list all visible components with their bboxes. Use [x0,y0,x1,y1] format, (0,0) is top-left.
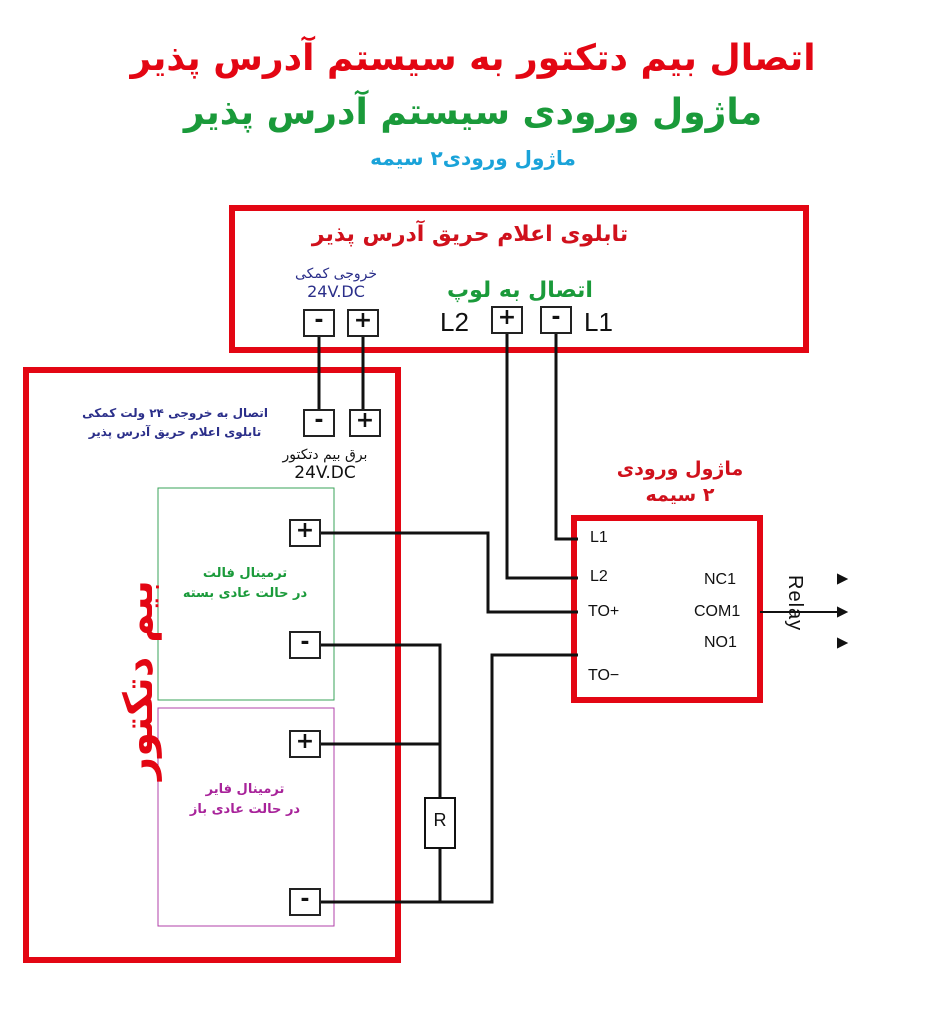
aux-output-label [266,266,406,300]
fire-plus-terminal: + [295,729,315,754]
sub-title-2: ماژول ورودی۲ سیمه [370,146,576,170]
fault-label-line1: ترمینال فالت [202,566,288,581]
fire-minus-terminal: - [300,887,310,912]
power-plus-terminal: + [355,408,375,433]
main-title: اتصال بیم دتکتور به سیستم آدرس پذیر [130,38,816,79]
fire-label-line2: در حالت عادی باز [189,802,301,817]
detector-connection-note [60,404,290,442]
detector-connection-line1: اتصال به خروجی ۲۴ ولت کمکی [82,406,268,420]
loop-plus-terminal: + [497,305,517,330]
module-L2-label: L2 [590,568,608,585]
panel-title: تابلوی اعلام حریق آدرس پذیر [311,222,629,247]
resistor-label: R [433,810,447,830]
loop-minus-terminal: - [551,305,561,330]
module-NC1-label: NC1 [704,571,737,588]
aux-minus-terminal: - [314,308,324,333]
fault-label-line2: در حالت عادی بسته [182,586,308,601]
fire-label-line1: ترمینال فایر [205,782,285,797]
fault-terminal-label [160,564,330,604]
module-title-line1: ماژول ورودی [616,458,744,480]
module-TO-minus-label: TO− [588,667,620,684]
fire-terminal-label [160,780,330,820]
panel-L1-label: L1 [584,307,613,337]
input-module-title [560,456,800,508]
beam-detector-label: بیم دتکتور [116,580,162,780]
module-COM1-label: COM1 [694,603,741,620]
detector-connection-line2: تابلوی اعلام حریق آدرس پذیر [88,425,262,439]
detector-power-voltage: 24V.DC [294,463,356,483]
relay-label: Relay [784,575,806,632]
loop-connection-label: اتصال به لوپ [447,278,593,303]
module-L1-label: L1 [590,529,608,546]
fault-minus-terminal: - [300,630,310,655]
fault-plus-terminal: + [295,518,315,543]
panel-L2-label: L2 [440,307,469,337]
module-title-line2: ۲ سیمه [645,484,715,506]
aux-plus-terminal: + [353,308,373,333]
module-TO-plus-label: TO+ [588,603,620,620]
aux-output-voltage: 24V.DC [307,282,365,301]
sub-title: ماژول ورودی سیستم آدرس پذیر [183,92,763,133]
aux-output-text: خروجی کمکی [294,266,378,282]
module-NO1-label: NO1 [704,634,737,651]
detector-power-text: برق بیم دتکتور [282,447,368,463]
detector-power-label [258,446,392,482]
power-minus-terminal: - [314,408,324,433]
